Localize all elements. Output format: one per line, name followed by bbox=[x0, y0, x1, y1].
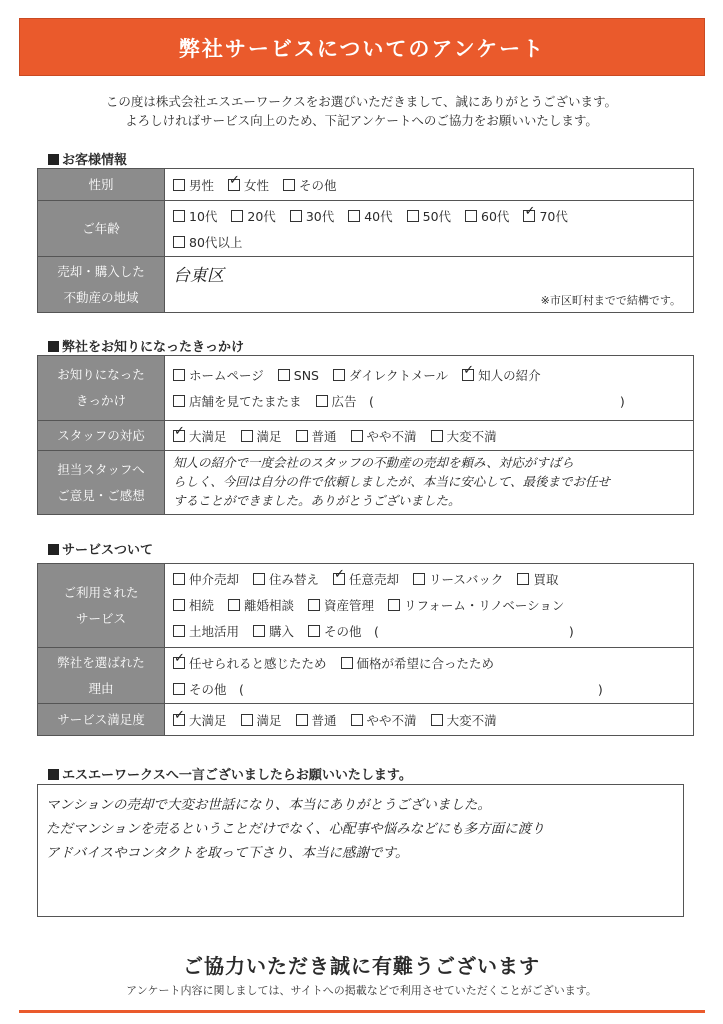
option-leaseback[interactable]: リースバック bbox=[413, 570, 503, 588]
checkbox-icon[interactable] bbox=[173, 599, 185, 611]
checked-checkbox-icon[interactable] bbox=[173, 430, 185, 442]
option-age[interactable]: 10代 bbox=[173, 207, 217, 225]
paren-close: ) bbox=[619, 393, 625, 409]
option-reason-trust[interactable]: ✓ 任せられると感じたため bbox=[173, 654, 327, 672]
used-service-label: ご利用された サービス bbox=[38, 564, 165, 648]
age-label: ご年齢 bbox=[38, 201, 165, 257]
reason-options-row-1 bbox=[173, 650, 693, 676]
intro-line: よろしければサービス向上のため、下記アンケートへのご協力をお願いいたします。 bbox=[125, 113, 598, 128]
checked-checkbox-icon[interactable] bbox=[523, 210, 535, 222]
option-store[interactable]: 店舗を見てたまたま bbox=[173, 392, 302, 410]
checkbox-icon[interactable] bbox=[253, 573, 265, 585]
option-sat-slightly-unsatisfied[interactable]: やや不満 bbox=[351, 711, 417, 729]
option-other[interactable]: その他 ( bbox=[308, 622, 379, 640]
option-staff-very-satisfied[interactable]: ✓ 大満足 bbox=[173, 427, 227, 445]
staff-label: スタッフの対応 bbox=[38, 421, 165, 451]
option-renovation[interactable]: リフォーム・リノベーション bbox=[388, 596, 564, 614]
option-sat-very-unsatisfied[interactable]: 大変不満 bbox=[431, 711, 497, 729]
satisfaction-options bbox=[173, 707, 693, 733]
message-line: マンションの売却で大変お世話になり、本当にありがとうございました。 bbox=[46, 797, 491, 813]
option-sns[interactable]: SNS bbox=[278, 368, 319, 383]
checkbox-icon[interactable] bbox=[308, 625, 320, 637]
option-sat-satisfied[interactable]: 満足 bbox=[241, 711, 282, 729]
option-gender-female[interactable]: ✓ 女性 bbox=[228, 176, 269, 194]
paren-close: ) bbox=[568, 623, 574, 639]
option-sat-very-satisfied[interactable]: ✓ 大満足 bbox=[173, 711, 227, 729]
checkbox-icon[interactable] bbox=[173, 625, 185, 637]
checkbox-icon[interactable] bbox=[173, 236, 185, 248]
footer-note: アンケート内容に関しましては、サイトへの掲載などで利用させていただくことがございます。 bbox=[126, 984, 597, 997]
option-gender-male[interactable]: 男性 bbox=[173, 176, 214, 194]
page-title: 弊社サービスについてのアンケート bbox=[178, 37, 546, 61]
option-direct-mail[interactable]: ダイレクトメール bbox=[333, 366, 448, 384]
option-referral[interactable]: ✓ 知人の紹介 bbox=[462, 366, 541, 384]
option-purchase-buyout[interactable]: 買取 bbox=[517, 570, 558, 588]
opinion-line: 知人の紹介で一度会社のスタッフの不動産の売却を頼み、対応がすばら bbox=[173, 455, 574, 470]
checkbox-icon[interactable] bbox=[431, 714, 443, 726]
checkbox-icon[interactable] bbox=[465, 210, 477, 222]
square-bullet-icon bbox=[48, 769, 59, 780]
checkbox-icon[interactable] bbox=[241, 714, 253, 726]
checkbox-icon[interactable] bbox=[407, 210, 419, 222]
message-line: アドバイスやコンタクトを取って下さり、本当に感謝です。 bbox=[46, 845, 409, 861]
checkbox-icon[interactable] bbox=[351, 430, 363, 442]
used-options-row-1 bbox=[173, 566, 693, 592]
option-asset-management[interactable]: 資産管理 bbox=[308, 596, 374, 614]
checkbox-icon[interactable] bbox=[228, 599, 240, 611]
section-heading-service: サービスついて bbox=[48, 539, 153, 558]
age-options-row-2 bbox=[173, 229, 693, 255]
option-age-70s[interactable]: ✓ 70代 bbox=[523, 207, 567, 225]
checkbox-icon[interactable] bbox=[388, 599, 400, 611]
satisfaction-label: サービス満足度 bbox=[38, 704, 165, 736]
checkbox-icon[interactable] bbox=[348, 210, 360, 222]
option-brokerage[interactable]: 仲介売却 bbox=[173, 570, 239, 588]
option-staff-normal[interactable]: 普通 bbox=[296, 427, 337, 445]
option-age[interactable]: 50代 bbox=[407, 207, 451, 225]
gender-options bbox=[173, 172, 693, 198]
checkbox-icon[interactable] bbox=[278, 369, 290, 381]
option-sat-normal[interactable]: 普通 bbox=[296, 711, 337, 729]
checkbox-icon[interactable] bbox=[283, 179, 295, 191]
option-buy[interactable]: 購入 bbox=[253, 622, 294, 640]
option-age[interactable]: 60代 bbox=[465, 207, 509, 225]
option-age[interactable]: 20代 bbox=[231, 207, 275, 225]
square-bullet-icon bbox=[48, 544, 59, 555]
checkbox-icon[interactable] bbox=[173, 179, 185, 191]
checkbox-icon[interactable] bbox=[296, 714, 308, 726]
message-line: ただマンションを売るということだけでなく、心配事や悩みなどにも多方面に渡り bbox=[46, 821, 545, 837]
customer-table bbox=[37, 168, 694, 313]
paren-close: ) bbox=[597, 681, 603, 697]
square-bullet-icon bbox=[48, 341, 59, 352]
checkbox-icon[interactable] bbox=[173, 683, 185, 695]
trigger-options-row-2 bbox=[173, 388, 693, 414]
title-banner bbox=[19, 18, 705, 76]
option-reason-price[interactable]: 価格が希望に合ったため bbox=[341, 654, 495, 672]
used-options-row-3 bbox=[173, 618, 693, 644]
staff-options bbox=[173, 423, 693, 449]
checkbox-icon[interactable] bbox=[173, 369, 185, 381]
option-age[interactable]: 30代 bbox=[290, 207, 334, 225]
intro-text bbox=[0, 92, 723, 130]
area-note: ※市区町村までで結構です。 bbox=[540, 294, 681, 307]
option-staff-very-unsatisfied[interactable]: 大変不満 bbox=[431, 427, 497, 445]
option-advert[interactable]: 広告 ( bbox=[316, 392, 374, 410]
checked-checkbox-icon[interactable] bbox=[173, 657, 185, 669]
checkbox-icon[interactable] bbox=[231, 210, 243, 222]
age-options-row-1 bbox=[173, 203, 693, 229]
checked-checkbox-icon[interactable] bbox=[333, 573, 345, 585]
option-staff-slightly-unsatisfied[interactable]: やや不満 bbox=[351, 427, 417, 445]
option-voluntary-sale[interactable]: ✓ 任意売却 bbox=[333, 570, 399, 588]
checkbox-icon[interactable] bbox=[296, 430, 308, 442]
option-land-use[interactable]: 土地活用 bbox=[173, 622, 239, 640]
checkbox-icon[interactable] bbox=[290, 210, 302, 222]
checkbox-icon[interactable] bbox=[333, 369, 345, 381]
gender-label: 性別 bbox=[38, 169, 165, 201]
option-divorce[interactable]: 離婚相談 bbox=[228, 596, 294, 614]
checkbox-icon[interactable] bbox=[431, 430, 443, 442]
option-homepage[interactable]: ホームページ bbox=[173, 366, 264, 384]
checkbox-icon[interactable] bbox=[308, 599, 320, 611]
opinion-field[interactable] bbox=[165, 451, 694, 515]
option-staff-satisfied[interactable]: 満足 bbox=[241, 427, 282, 445]
option-gender-other[interactable]: その他 bbox=[283, 176, 337, 194]
area-value: 台東区 bbox=[173, 266, 224, 286]
intro-line: この度は株式会社エスエーワークスをお選びいただきまして、誠にありがとうございます。 bbox=[105, 94, 618, 109]
checkbox-icon[interactable] bbox=[517, 573, 529, 585]
option-relocation[interactable]: 住み替え bbox=[253, 570, 319, 588]
reason-label: 弊社を選ばれた 理由 bbox=[38, 648, 165, 704]
square-bullet-icon bbox=[48, 154, 59, 165]
option-inheritance[interactable]: 相続 bbox=[173, 596, 214, 614]
checkbox-icon[interactable] bbox=[316, 395, 328, 407]
area-label: 売却・購入した 不動産の地域 bbox=[38, 257, 165, 313]
checkbox-icon[interactable] bbox=[253, 625, 265, 637]
opinion-line: することができました。ありがとうございました。 bbox=[173, 493, 461, 508]
message-box[interactable] bbox=[37, 784, 684, 917]
option-reason-other[interactable]: その他 ( bbox=[173, 680, 244, 698]
trigger-label: お知りになった きっかけ bbox=[38, 356, 165, 421]
thanks-heading: ご協力いただき誠に有難うございます bbox=[183, 954, 540, 978]
checked-checkbox-icon[interactable] bbox=[173, 714, 185, 726]
section-heading-customer: お客様情報 bbox=[48, 149, 127, 168]
checkbox-icon[interactable] bbox=[413, 573, 425, 585]
checked-checkbox-icon[interactable] bbox=[462, 369, 474, 381]
checkbox-icon[interactable] bbox=[173, 573, 185, 585]
checkbox-icon[interactable] bbox=[341, 657, 353, 669]
checkbox-icon[interactable] bbox=[241, 430, 253, 442]
option-age[interactable]: 80代以上 bbox=[173, 233, 242, 251]
trigger-options-row-1 bbox=[173, 362, 693, 388]
checkbox-icon[interactable] bbox=[173, 395, 185, 407]
section-heading-message: エスエーワークスへ一言ございましたらお願いいたします。 bbox=[48, 764, 412, 783]
opinion-label: 担当スタッフへ ご意見・ご感想 bbox=[38, 451, 165, 515]
section-heading-discovery: 弊社をお知りになったきっかけ bbox=[48, 336, 244, 355]
checkbox-icon[interactable] bbox=[351, 714, 363, 726]
checkbox-icon[interactable] bbox=[173, 210, 185, 222]
reason-options-row-2 bbox=[173, 676, 693, 702]
service-table bbox=[37, 563, 694, 736]
used-options-row-2 bbox=[173, 592, 693, 618]
discovery-table bbox=[37, 355, 694, 515]
option-age[interactable]: 40代 bbox=[348, 207, 392, 225]
checked-checkbox-icon[interactable] bbox=[228, 179, 240, 191]
opinion-line: らしく、今回は自分の件で依頼しましたが、本当に安心して、最後までお任せ bbox=[173, 474, 611, 489]
bottom-bar bbox=[19, 1010, 705, 1013]
